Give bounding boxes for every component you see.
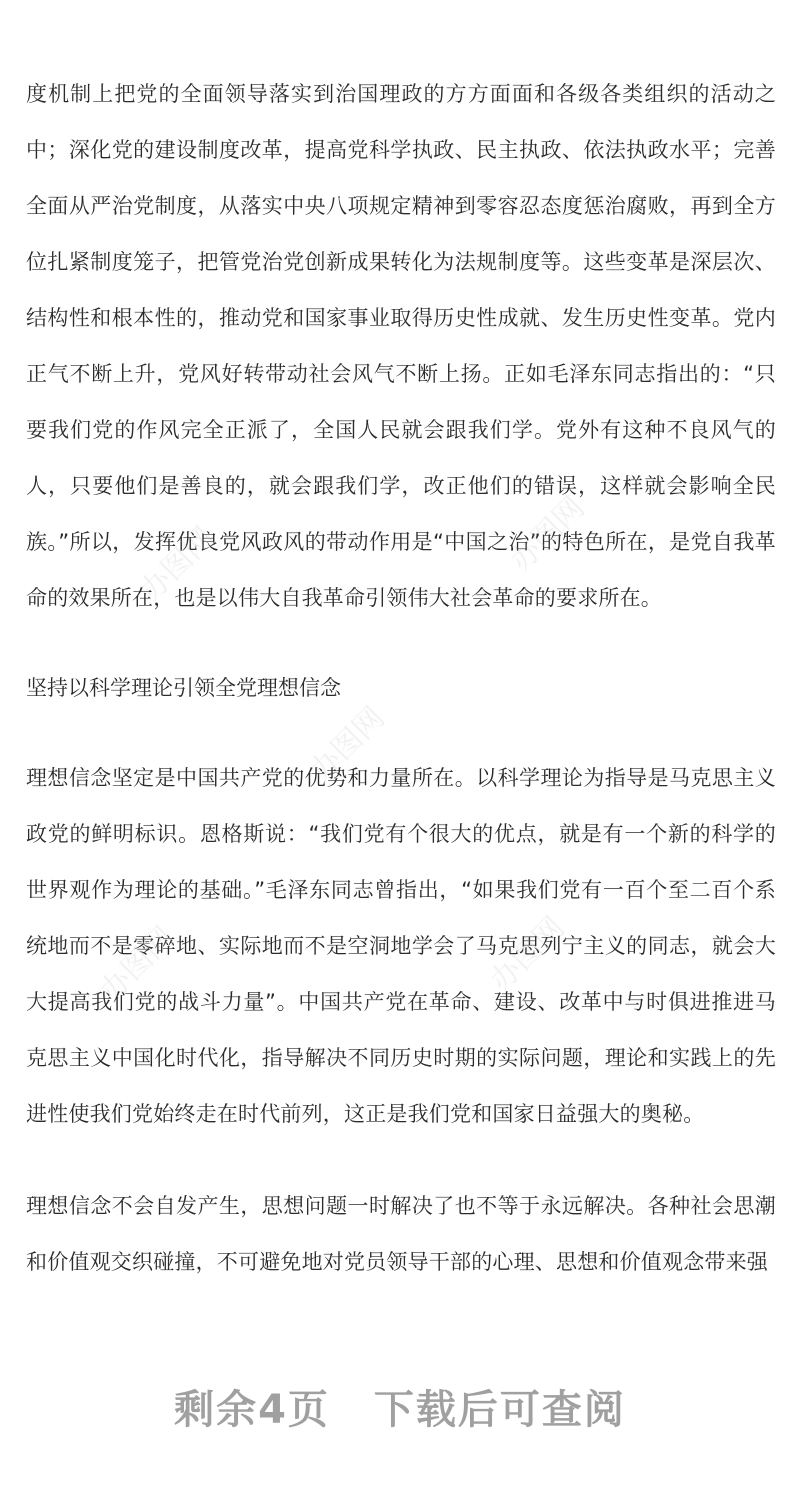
watermark: 办图网 xyxy=(483,910,572,999)
paragraph-1: 度机制上把党的全面领导落实到治国理政的方方面面和各级各类组织的活动之中；深化党的建设制度改革，提高党科学执政、民主执政、依法执政水平；完善全面从严治党制度，从落实中央八项规定精神到零容忍态度惩治腐败，再到全方位扎紧制度笼子，把管党治党创新成果转化为法规制度等。这些变革是深层次、结构性和根本性的，推动党和国家事业取得历史性成就、发生历史性变革。党内正气不断上升，党风好转带动社会风气不断上扬。正如毛泽东同志指出的：“只要我们党的作风完全正派了，全国人民就会跟我们学。党外有这种不良风气的人，只要他们是善良的，就会跟我们学，改正他们的错误，这样就会影响全民族。”所以，发挥优良党风政风的带动作用是“中国之治”的特色所在，是党自我革命的效果所在，也是以伟大自我革命引领伟大社会革命的要求所在。 xyxy=(26,82,776,610)
paragraph-3: 理想信念不会自发产生，思想问题一时解决了也不等于永远解决。各种社会思潮和价值观交织碰撞，不可避免地对党员领导干部的心理、思想和价值观念带来强 xyxy=(26,1194,776,1274)
paragraph-2: 理想信念坚定是中国共产党的优势和力量所在。以科学理论为指导是马克思主义政党的鲜明标识。恩格斯说：“我们党有个很大的优点，就是有一个新的科学的世界观作为理论的基础。”毛泽东同志曾指出，“如果我们党有一百个至二百个系统地而不是零碎地、实际地而不是空洞地学会了马克思列宁主义的同志，就会大大提高我们党的战斗力量”。中国共产党在革命、建设、改革中与时俱进推进马克思主义中国化时代化，指导解决不同历史时期的实际问题，理论和实践上的先进性使我们党始终走在时代前列，这正是我们党和国家日益强大的奥秘。 xyxy=(26,766,776,1126)
watermark: 办图网 xyxy=(133,520,222,609)
remaining-pages-label: 剩余4页 xyxy=(174,1387,330,1433)
watermark: 办图网 xyxy=(93,920,182,1009)
section-heading: 坚持以科学理论引领全党理想信念 xyxy=(26,676,341,700)
watermark: 办图网 xyxy=(303,700,392,789)
watermark: 办图网 xyxy=(503,490,592,579)
download-prompt-banner[interactable] xyxy=(0,1378,800,1435)
download-to-view-label: 下载后可查阅 xyxy=(373,1387,626,1433)
